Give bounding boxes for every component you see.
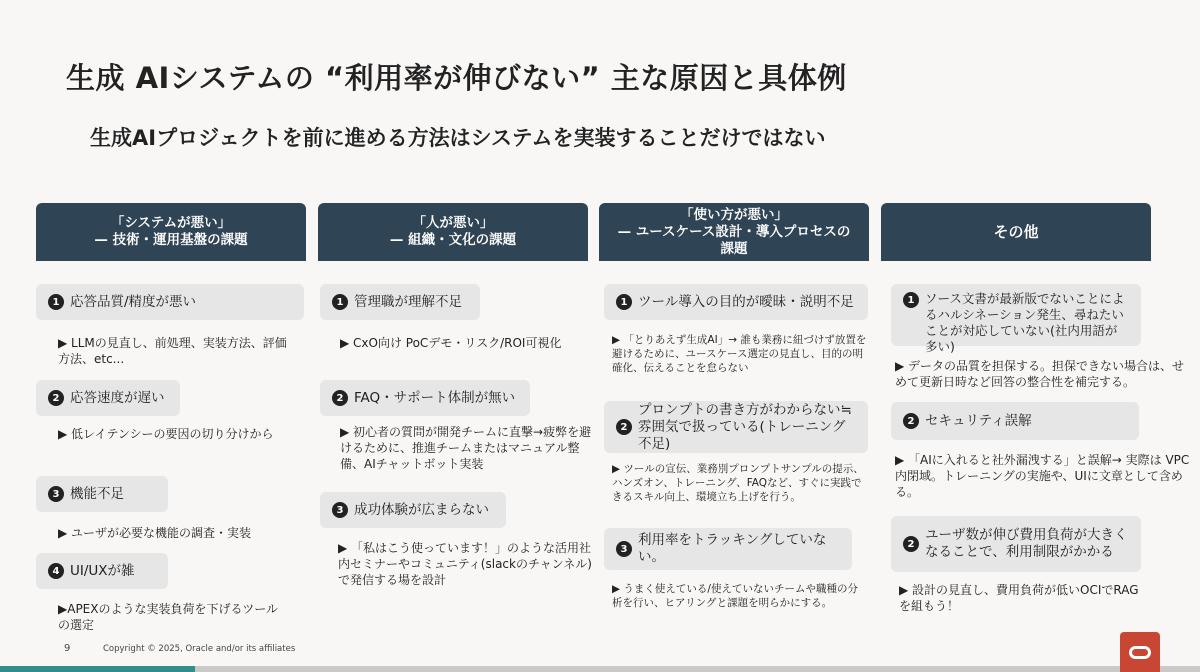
column-header	[881, 203, 1151, 261]
cause-label: 利用率をトラッキングしていない。	[638, 532, 827, 565]
cause-label: 応答速度が遅い	[70, 389, 165, 406]
number-badge: 1	[903, 292, 919, 308]
cause-item	[320, 284, 480, 320]
logo-ring	[1129, 646, 1151, 659]
cause-description: ▶ ツールの宣伝、業務別プロンプトサンプルの提示、ハンズオン、トレーニング、FAQなど、すぐに実践できるスキル向上、環境立ち上げを行う。	[612, 463, 864, 503]
cause-description: ▶APEXのような実装負荷を下げるツールの選定	[58, 602, 278, 632]
column-header-line1: その他	[993, 222, 1039, 241]
column-header-line1: 「使い方が悪い」	[680, 206, 788, 223]
cause-label: 応答品質/精度が悪い	[70, 293, 197, 310]
cause-description: ▶ LLMの見直し、前処理、実装方法、評価方法、etc...	[58, 336, 287, 366]
cause-description: ▶ データの品質を担保する。担保できない場合は、せめて更新日時など回答の整合性を補完する。	[895, 359, 1185, 389]
column-usage	[599, 203, 869, 261]
column-system	[36, 203, 306, 261]
cause-description: ▶ 「とりあえず生成AI」→ 誰も業務に紐づけず放置を避けるために、ユースケース選定の見直し、目的の明確化、伝えることを怠らない	[612, 334, 867, 374]
footer-accent	[0, 666, 195, 672]
cause-label: UI/UXが雑	[70, 562, 135, 579]
cause-item	[604, 401, 868, 453]
number-badge: 1	[48, 294, 64, 310]
page-subtitle: 生成AIプロジェクトを前に進める方法はシステムを実装することだけではない	[90, 126, 826, 150]
cause-label: ユーザ数が伸び費用負荷が大きくなることで、利用制限がかかる	[925, 527, 1128, 560]
number-badge: 3	[616, 541, 632, 557]
column-header	[318, 203, 588, 261]
cause-item	[36, 476, 168, 512]
cause-description: ▶ 初心者の質問が開発チームに直撃→疲弊を避けるために、推進チームまたはマニュアル整備、AIチャットボット実装	[340, 425, 592, 471]
cause-item	[604, 528, 852, 570]
column-header-line2: — ユースケース設計・導入プロセスの課題	[617, 223, 851, 257]
column-header-line1: 「システムが悪い」	[110, 215, 232, 231]
oracle-logo-icon	[1120, 632, 1160, 672]
page-title: 生成 AIシステムの “利用率が伸びない” 主な原因と具体例	[66, 61, 847, 95]
cause-label: セキュリティ誤解	[925, 412, 1032, 429]
cause-label: ソース文書が最新版でないことによるハルシネーション発生、尋ねたいことが対応していない(社内用語が多い)	[925, 291, 1125, 354]
cause-item	[891, 402, 1139, 440]
cause-description: ▶ うまく使えている/使えていないチームや職種の分析を行い、ヒアリングと課題を明らかにする。	[612, 583, 858, 609]
number-badge: 2	[48, 390, 64, 406]
cause-label: プロンプトの書き方がわからない≒雰囲気で扱っている(トレーニング不足)	[638, 401, 852, 452]
column-header	[599, 203, 869, 261]
column-header-line1: 「人が悪い」	[412, 215, 494, 231]
number-badge: 2	[903, 413, 919, 429]
cause-item	[891, 516, 1141, 572]
cause-description: ▶ 「AIに入れると社外漏洩する」と誤解→ 実際は VPC 内閉域。トレーニングの実施や、UIに文章として含める。	[895, 453, 1190, 499]
number-badge: 3	[48, 486, 64, 502]
cause-item	[36, 284, 304, 320]
cause-item	[320, 492, 506, 528]
copyright-text: Copyright © 2025, Oracle and/or its affiliates	[103, 644, 296, 654]
number-badge: 4	[48, 563, 64, 579]
cause-item	[36, 553, 168, 589]
column-header-line2: — 組織・文化の課題	[389, 232, 517, 248]
page-number: 9	[64, 643, 71, 654]
cause-description: ▶ 設計の見直し、費用負荷が低いOCIでRAGを組もう！	[899, 583, 1139, 613]
cause-description: ▶ 低レイテンシーの要因の切り分けから	[58, 427, 274, 441]
cause-item	[320, 380, 530, 416]
cause-description: ▶ 「私はこう使っています！」のような活用社内セミナーやコミュニティ(slackのチャンネル)で発信する場を設計	[338, 541, 592, 587]
number-badge: 3	[332, 502, 348, 518]
cause-label: ツール導入の目的が曖昧・説明不足	[638, 293, 854, 310]
cause-item	[36, 380, 180, 416]
cause-description: ▶ CxO向け PoCデモ・リスク/ROI可視化	[340, 336, 562, 350]
cause-description: ▶ ユーザが必要な機能の調査・実装	[58, 526, 252, 540]
footer-bar	[0, 666, 1200, 672]
cause-label: 成功体験が広まらない	[354, 501, 489, 518]
column-other	[881, 203, 1151, 261]
number-badge: 2	[903, 536, 919, 552]
column-header-line2: — 技術・運用基盤の課題	[94, 232, 248, 248]
cause-label: FAQ・サポート体制が無い	[354, 389, 516, 406]
cause-label: 機能不足	[70, 485, 124, 502]
number-badge: 1	[616, 294, 632, 310]
column-people	[318, 203, 588, 261]
number-badge: 1	[332, 294, 348, 310]
cause-item	[604, 284, 868, 320]
number-badge: 2	[616, 419, 632, 435]
number-badge: 2	[332, 390, 348, 406]
cause-label: 管理職が理解不足	[354, 293, 462, 310]
cause-item	[891, 284, 1141, 354]
column-header	[36, 203, 306, 261]
